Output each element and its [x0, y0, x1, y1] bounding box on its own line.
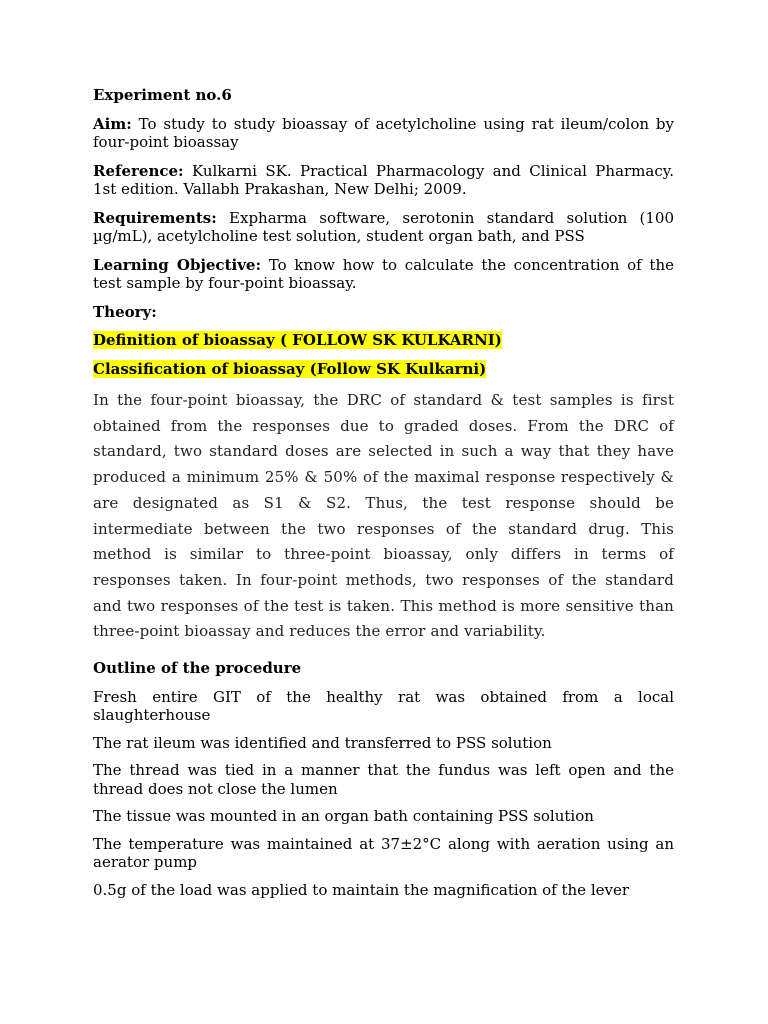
procedure-step: The tissue was mounted in an organ bath containing PSS solution	[93, 807, 594, 826]
aim-paragraph	[93, 115, 674, 152]
highlight-classification-text: Classification of bioassay (Follow SK Kulkarni)	[93, 359, 487, 378]
document-page	[93, 86, 674, 908]
procedure-step: 0.5g of the load was applied to maintain the magnification of the lever	[93, 880, 630, 899]
reference-paragraph	[93, 162, 674, 199]
aim-text: To study to study bioassay of acetylcholine using rat ileum/colon by four-point bioassay	[93, 114, 674, 151]
procedure-step: The rat ileum was identified and transferred to PSS solution	[93, 733, 552, 752]
highlight-classification	[93, 360, 674, 379]
learning-objective-text: To know how to calculate the concentration of the test sample by four-point bioassay.	[93, 255, 674, 292]
theory-heading: Theory:	[93, 302, 157, 321]
experiment-title: Experiment no.6	[93, 86, 232, 104]
procedure-step: The temperature was maintained at 37±2°C along with aeration using an aerator pump	[93, 834, 674, 872]
reference-label: Reference:	[93, 161, 184, 180]
learning-objective-paragraph	[93, 256, 674, 293]
requirements-paragraph	[93, 209, 674, 246]
aim-label: Aim:	[93, 114, 132, 133]
requirements-text: Expharma software, serotonin standard solution (100 µg/mL), acetylcholine test solution, student organ bath, and PSS	[93, 208, 674, 245]
procedure-step: Fresh entire GIT of the healthy rat was obtained from a local slaughterhouse	[93, 687, 674, 725]
highlight-definition-text: Definition of bioassay ( FOLLOW SK KULKARNI)	[93, 331, 502, 349]
theory-body: In the four-point bioassay, the DRC of standard & test samples is first obtained from the responses due to graded doses. From the DRC of standard, two standard doses are selected in such a way that they have produced a minimum 25% & 50% of the maximal response respectively & are designated as S1 & S2. Thus, the test response should be intermediate between the two responses of the standard drug. This method is similar to three-point bioassay, only differs in terms of responses taken. In four-point methods, two responses of the standard and two responses of the test is taken. This method is more sensitive than three-point bioassay and reduces the error and variability.	[93, 391, 674, 641]
procedure-heading: Outline of the procedure	[93, 659, 302, 678]
reference-text: Kulkarni SK. Practical Pharmacology and Clinical Pharmacy. 1st edition. Vallabh Prakashan, New Delhi; 2009.	[93, 161, 674, 198]
learning-objective-label: Learning Objective:	[93, 255, 261, 274]
procedure-step: The thread was tied in a manner that the fundus was left open and the thread does not close the lumen	[93, 761, 674, 798]
highlight-definition	[93, 331, 674, 350]
requirements-label: Requirements:	[93, 208, 217, 227]
